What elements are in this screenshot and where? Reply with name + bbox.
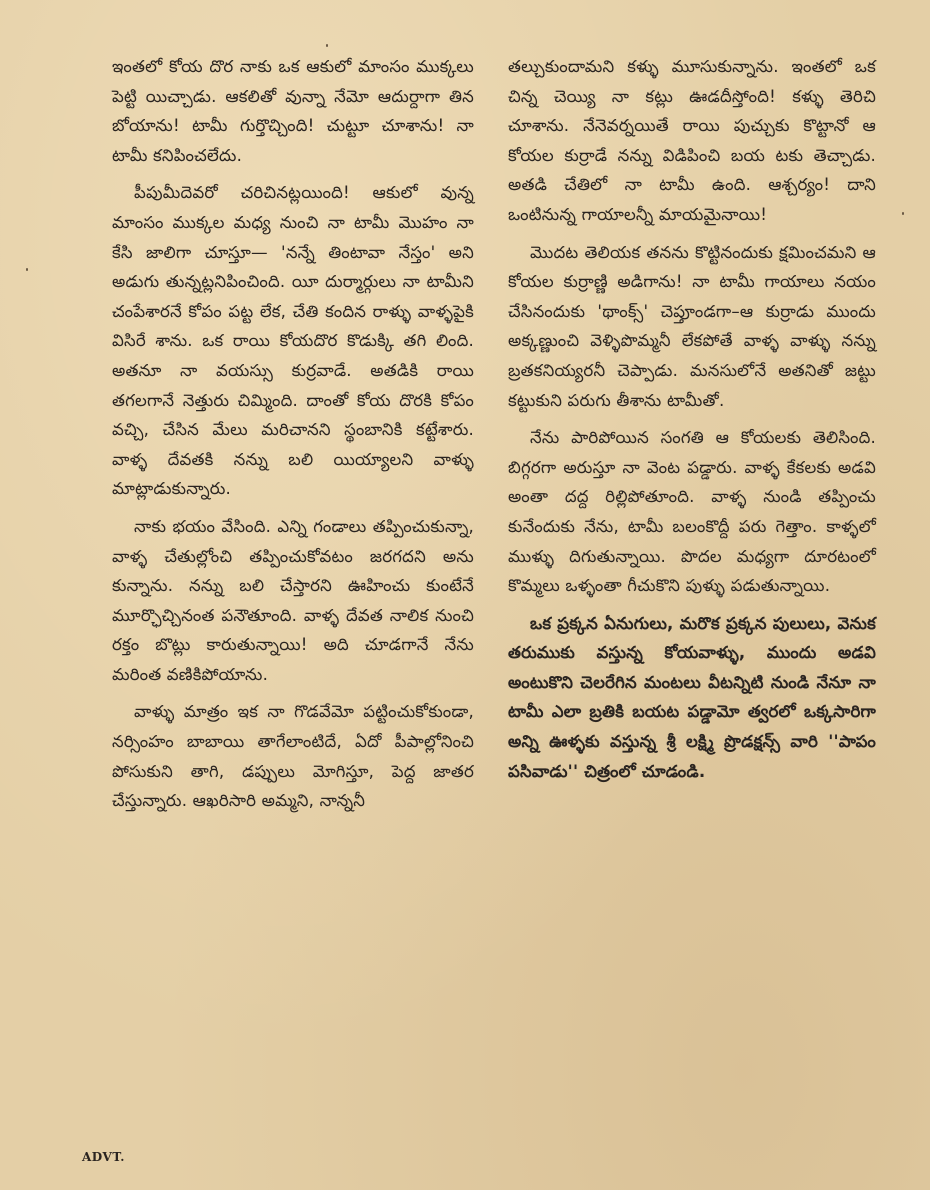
paragraph: తల్చుకుందామని కళ్ళు మూసుకున్నాను. ఇంతలో ఒక చిన్న చెయ్యి నా కట్లు ఊడదీస్తోంది! కళ్ళు తెరిచి చూశాను. నేనెవర్నయితే రాయి పుచ్చుకు కొట్టానో ఆ కోయల కుర్రాడే నన్ను విడిపించి బయ టకు తెచ్చాడు. అతడి చేతిలో నా టామీ ఉంది. ఆశ్చర్యం! దాని ఒంటినున్న గాయాలన్నీ మాయమైనాయి!: [508, 57, 876, 224]
closing-paragraph: ఒక ప్రక్కన ఏనుగులు, మరొక ప్రక్కన పులులు, వెనుక తరుముకు వస్తున్న కోయవాళ్ళు, ముందు అడవి అంటుకొని చెలరేగిన మంటలు వీటన్నిటి నుండి నేనూ నా టామీ ఎలా బ్రతికి బయట పడ్డామో త్వరలో ఒక్కసారిగా అన్ని ఊళ్ళకు వస్తున్న శ్రీ లక్ష్మి ప్రొడక్షన్స్ వారి ''పాపం పసివాడు'' చిత్రంలో చూడండి.: [508, 613, 876, 781]
paragraph: నేను పారిపోయిన సంగతి ఆ కోయలకు తెలిసింది. బిగ్గరగా అరుస్తూ నా వెంట పడ్డారు. వాళ్ళ కేకలకు అడవి అంతా దద్ద రిల్లిపోతూంది. వాళ్ళ నుండి తప్పించు కునేందుకు నేను, టామీ బలంకొద్దీ పరు గెత్తాం. కాళ్ళలో ముళ్ళు దిగుతున్నాయి. పొదల మధ్యగా దూరటంలో కొమ్మలు ఒళ్ళంతా గీచుకొని పుళ్ళు పడుతున్నాయి.: [508, 428, 876, 596]
print-speck: [902, 212, 904, 215]
paragraph: నాకు భయం వేసింది. ఎన్ని గండాలు తప్పించుకున్నా, వాళ్ళ చేతుల్లోంచి తప్పించుకోవటం జరగదని అను కున్నాను. నన్ను బలి చేస్తారని ఊహించు కుంటేనే మూర్ఛొచ్చినంత పనౌతూంది. వాళ్ళ దేవత నాలిక నుంచి రక్తం బొట్లు కారుతున్నాయి! అది చూడగానే నేను మరింత వణికిపోయాను.: [112, 516, 474, 684]
advertisement-label: ADVT.: [82, 1150, 125, 1164]
print-speck: [326, 44, 328, 47]
paragraph: ఇంతలో కోయ దొర నాకు ఒక ఆకులో మాంసం ముక్కలు పెట్టి యిచ్చాడు. ఆకలితో వున్నా నేమో ఆదుర్దాగా తిన బోయాను! టామీ గుర్తొచ్చింది! చుట్టూ చూశాను! నా టామీ కనిపించలేదు.: [112, 57, 474, 165]
paragraph: మొదట తెలియక తనను కొట్టినందుకు క్షమించమని ఆ కోయల కుర్రాణ్ణి అడిగాను! నా టామీ గాయాలు నయం చేసినందుకు 'థాంక్స్' చెప్తూండగా–ఆ కుర్రాడు ముందు అక్కణ్ణుంచి వెళ్ళిపొమ్మనీ లేకపోతే వాళ్ళ వాళ్ళు నన్ను బ్రతకనియ్యరనీ చెప్పాడు. మనసులోనే అతనితో జట్టు కట్టుకుని పరుగు తీశాను టామీతో.: [508, 242, 876, 410]
left-column: [112, 52, 474, 824]
print-speck: [26, 268, 28, 271]
paragraph: పీపుమీదెవరో చరిచినట్లయింది! ఆకులో వున్న మాంసం ముక్కల మధ్య నుంచి నా టామీ మొహం నా కేసి జాలిగా చూస్తూ— 'నన్నే తింటావా నేస్తం' అని అడుగు తున్నట్లనిపించింది. యీ దుర్మార్గులు నా టామీని చంపేశారనే కోపం పట్ట లేక, చేతి కందిన రాళ్ళు వాళ్ళపైకి విసిరే శాను. ఒక రాయి కోయదొర కొడుక్కి తగి లింది. అతనూ నా వయస్సు కుర్రవాడే. అతడికి రాయి తగలగానే నెత్తురు చిమ్మింది. దాంతో కోయ దొరకి కోపం వచ్చి, చేసిన మేలు మరిచానని స్థంబానికి కట్టేశారు. వాళ్ళ దేవతకి నన్ను బలి యియ్యాలని వాళ్ళు మాట్లాడుకున్నారు.: [112, 183, 474, 499]
paragraph: వాళ్ళు మాత్రం ఇక నా గొడవేమో పట్టించుకోకుండా, నర్సింహం బాబాయి తాగేలాంటిదే, ఏదో పీపాల్లోనించి పోసుకుని తాగి, డప్పులు మోగిస్తూ, పెద్ద జాతర చేస్తున్నారు. ఆఖరిసారి అమ్మని, నాన్ననీ: [112, 702, 474, 811]
right-column: [508, 52, 876, 794]
